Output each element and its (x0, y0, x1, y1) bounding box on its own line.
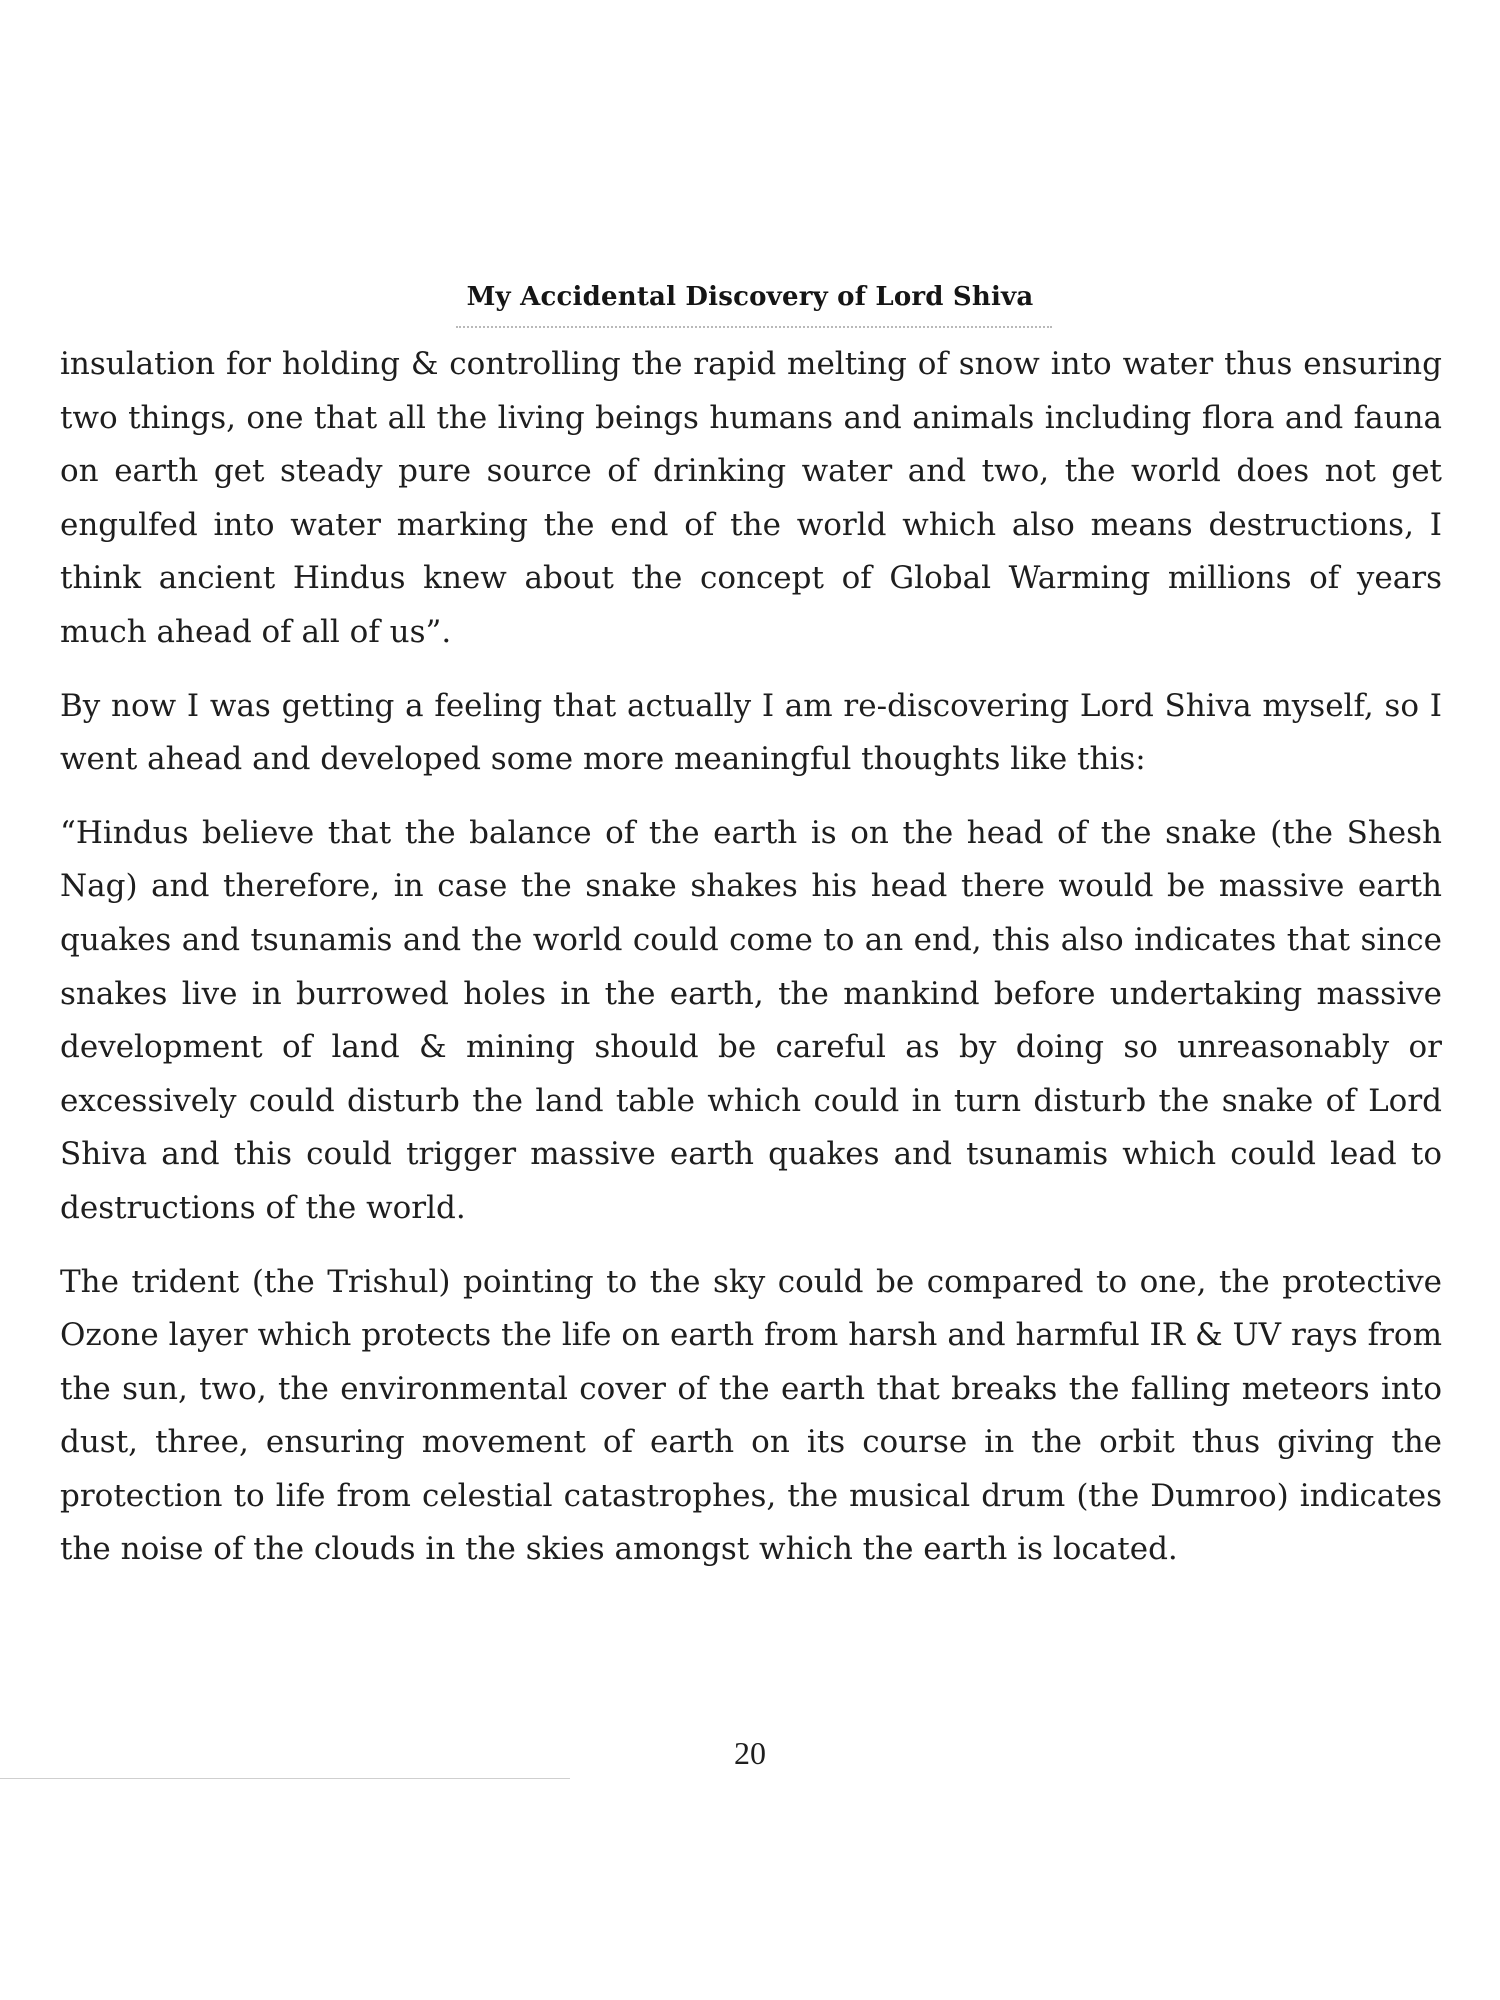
paragraph-rediscovering: By now I was getting a feeling that actually I am re-discovering Lord Shiva myself, so I went ahead and developed some more meaningful thoughts like this: (60, 687, 1442, 778)
running-header-title: My Accidental Discovery of Lord Shiva (466, 282, 1034, 312)
header-dotted-rule (456, 326, 1052, 328)
body-text (60, 338, 1442, 1597)
paragraph-trident: The trident (the Trishul) pointing to the sky could be compared to one, the protective Ozone layer which protects the life on earth from harsh and harmful IR & UV rays from the sun, two, the environmental cover of the earth that breaks the falling meteors into dust, three, ensuring movement of earth on its course in the orbit thus giving the protection to life from celestial catastrophes, the musical drum (the Dumroo) indicates the noise of the clouds in the skies amongst which the earth is located. (60, 1263, 1442, 1568)
paragraph-shesh-nag: “Hindus believe that the balance of the earth is on the head of the snake (the Shesh Nag) and therefore, in case the snake shakes his head there would be massive earth quakes and tsunamis and the world could come to an end, this also indicates that since snakes live in burrowed holes in the earth, the mankind before undertaking massive development of land & mining should be careful as by doing so unreasonably or excessively could disturb the land table which could in turn disturb the snake of Lord Shiva and this could trigger massive earth quakes and tsunamis which could lead to destructions of the world. (60, 814, 1442, 1226)
page-number: 20 (734, 1735, 766, 1771)
paragraph-insulation: insulation for holding & controlling the rapid melting of snow into water thus ensuring two things, one that all the living beings humans and animals including flora and fauna on earth get steady pure source of drinking water and two, the world does not get engulfed into water marking the end of the world which also means destructions, I think ancient Hindus knew about the concept of Global Warming millions of years much ahead of all of us”. (60, 346, 1442, 650)
footer-rule (0, 1778, 570, 1779)
